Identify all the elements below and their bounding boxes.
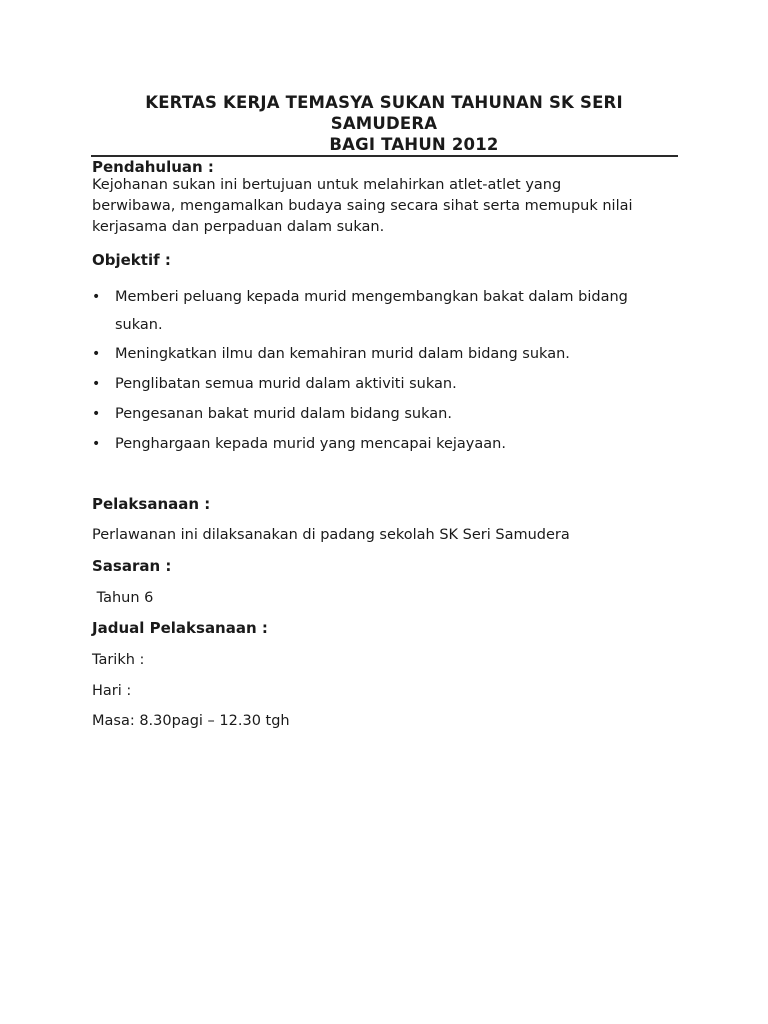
document-title-line-3: BAGI TAHUN 2012 [329,135,499,154]
list-item [92,369,692,399]
list-item-text: Memberi peluang kepada murid mengembangkan bakat dalam bidang [115,289,628,305]
jadual-masa: Masa: 8.30pagi – 12.30 tgh [92,713,290,729]
pendahuluan-line-2: berwibawa, mengamalkan budaya saing secara sihat serta memupuk nilai [92,198,633,214]
heading-pelaksanaan: Pelaksanaan : [92,495,211,513]
heading-objektif: Objektif : [92,251,171,269]
list-item-continuation [92,311,692,339]
document-title-line-1: KERTAS KERJA TEMASYA SUKAN TAHUNAN SK SERI [145,93,623,112]
sasaran-text: Tahun 6 [92,590,154,606]
pendahuluan-line-1: Kejohanan sukan ini bertujuan untuk melahirkan atlet-atlet yang [92,177,562,193]
list-item-text: Penghargaan kepada murid yang mencapai kejayaan. [115,436,506,452]
pelaksanaan-text: Perlawanan ini dilaksanakan di padang sekolah SK Seri Samudera [92,527,570,543]
jadual-tarikh: Tarikh : [92,652,145,668]
heading-jadual-pelaksanaan: Jadual Pelaksanaan : [92,619,268,637]
pendahuluan-line-3: kerjasama dan perpaduan dalam sukan. [92,219,385,235]
bullet-icon: • [92,289,101,305]
list-item [92,429,692,459]
heading-sasaran: Sasaran : [92,557,172,575]
list-item [92,339,692,369]
list-item [92,283,692,311]
bullet-icon: • [92,406,101,422]
document-title-line-2: SAMUDERA [330,114,438,133]
bullet-icon: • [92,346,101,362]
list-item-text: Penglibatan semua murid dalam aktiviti sukan. [115,376,457,392]
pendahuluan-paragraph [92,175,682,238]
heading-pendahuluan: Pendahuluan : [92,158,214,176]
objektif-list [92,283,692,459]
jadual-hari: Hari : [92,683,132,699]
list-item-text: Meningkatkan ilmu dan kemahiran murid dalam bidang sukan. [115,346,570,362]
list-item-text: Pengesanan bakat murid dalam bidang sukan. [115,406,452,422]
bullet-icon: • [92,376,101,392]
list-item-text: sukan. [115,317,163,333]
bullet-icon: • [92,436,101,452]
list-item [92,399,692,429]
